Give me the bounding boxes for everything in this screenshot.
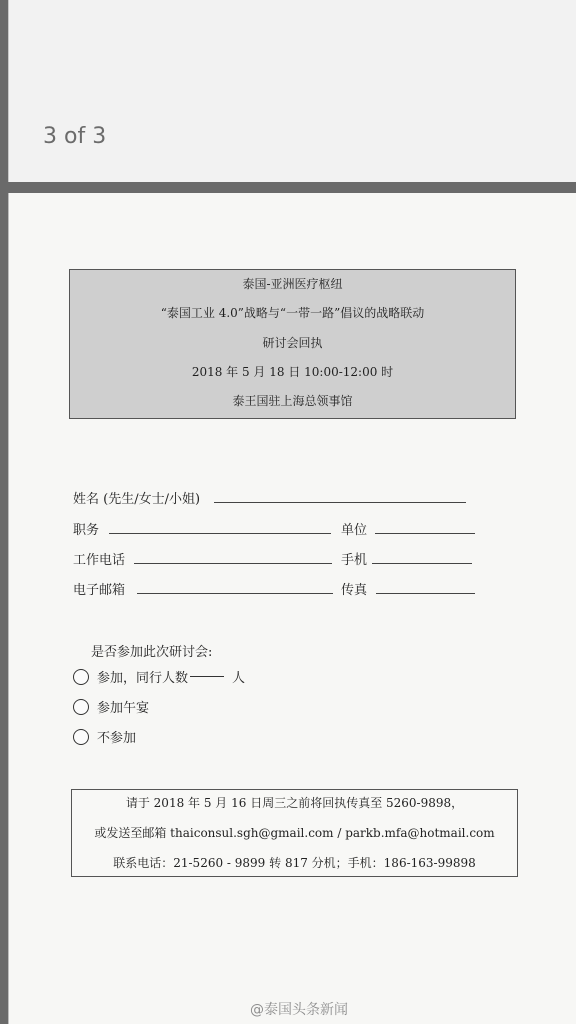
companion-count-field[interactable]: [190, 676, 224, 677]
decline-option-label: 不参加: [97, 731, 137, 746]
decline-radio[interactable]: [73, 729, 89, 745]
decline-option[interactable]: [73, 727, 136, 746]
notice-deadline: 请于 2018 年 5 月 16 日周三之前将回执传真至 5260-9898，: [125, 796, 464, 810]
attend-radio[interactable]: [73, 669, 89, 685]
header-form-name: 研讨会回执: [262, 336, 323, 350]
company-label: 单位: [341, 523, 368, 538]
notice-contact: 联系电话：21-5260 - 9899 转 817 分机；手机：186-163-99898: [113, 856, 476, 870]
email-field[interactable]: [137, 593, 333, 594]
work-phone-label: 工作电话: [73, 553, 126, 568]
fax-label: 传真: [341, 583, 368, 598]
lunch-option-label: 参加午宴: [97, 701, 150, 716]
fax-field[interactable]: [376, 593, 475, 594]
company-field[interactable]: [375, 533, 475, 534]
header-subtitle: “泰国工业 4.0”战略与“一带一路”倡议的战略联动: [160, 306, 425, 320]
attend-option[interactable]: [73, 667, 245, 686]
lunch-option[interactable]: [73, 697, 149, 716]
header-venue: 泰王国驻上海总领事馆: [232, 394, 353, 408]
lunch-radio[interactable]: [73, 699, 89, 715]
mobile-field[interactable]: [372, 563, 472, 564]
document-page: [8, 193, 576, 1024]
position-label: 职务: [73, 523, 100, 538]
name-field[interactable]: [214, 502, 466, 503]
mobile-label: 手机: [341, 553, 368, 568]
position-field[interactable]: [109, 533, 331, 534]
source-watermark: @泰国头条新闻: [250, 1002, 348, 1018]
name-label: 姓名 (先生/女士/小姐): [73, 492, 201, 507]
attendance-question: 是否参加此次研讨会:: [91, 645, 213, 660]
notice-email: 或发送至邮箱 thaiconsul.sgh@gmail.com / parkb.mfa@hotmail.com: [94, 826, 495, 840]
work-phone-field[interactable]: [134, 563, 332, 564]
header-title: 泰国-亚洲医疗枢纽: [242, 277, 343, 291]
attend-unit-label: 人: [232, 671, 246, 686]
submission-notice-box: [71, 789, 518, 877]
page-indicator: 3 of 3: [43, 124, 107, 149]
attend-option-label: 参加，同行人数: [97, 671, 189, 686]
email-label: 电子邮箱: [73, 583, 126, 598]
previous-page: [8, 0, 576, 182]
event-header-box: [69, 269, 516, 419]
header-datetime: 2018 年 5 月 18 日 10:00-12:00 时: [191, 365, 394, 379]
